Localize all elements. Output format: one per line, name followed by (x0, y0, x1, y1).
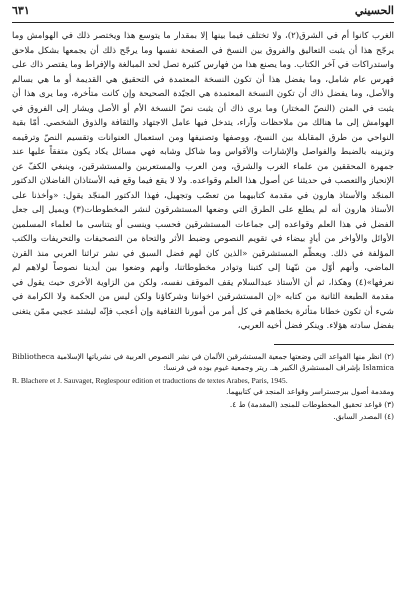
footnote-3: (٣) قواعد تحقيق المخطوطات للمنجد (المقدمة) ط ٤. (229, 399, 394, 409)
header-rule (12, 22, 394, 23)
footnote-4: (٤) المصدر السابق. (333, 412, 394, 421)
running-title: الحسيني (354, 4, 394, 17)
footnote-2: (٢) انظر منها القواعد التي وضعتها جمعية المستشرقين الألمان في نشر النصوص العربية في نشرياتها الإسلامية Bibliotheca Islamica بإشراف المستشرق الكبير هـ. ريتر وجمعية غيوم بوده في فرنسا: (12, 351, 394, 372)
page-header (12, 4, 394, 20)
footnote-2-continued: ومقدمة أصول ببرجستراسر وقواعد المنجد في كتابيهما. (226, 387, 394, 396)
body-paragraph: الغرب كانوا أم في الشرق(٢)، ولا تختلف فيما بينها إلا بمقدار ما يتوسع هذا ويختصر ذلك في الهوامش وما يرجّح هذا أن يثبت التعاليق والفروق بين النسخ في الصفحة نفسها وما يرجّح ذلك أن يجمعها بشكل ملاحق واستدراكات في آخر الكتاب. وما يصنع هذا من فهارس كثيرة تصل لحد المبالغة والإفراط وما يقتصر ذاك على فهرس عام شامل، وما يفضل هذا أن تكون النسخة المعتمدة في التحقيق هي القديمة أو ما هي بسالم والأصل، وما يفضل ذاك أن تكون النسخة المعتمدة هي الجيّدة الصحيحة وإن كانت متأخرة، وما يرى هذا أن يثبت في المتن (النصّ المختار) وما يرى ذاك أن يثبت نصّ النسخة الأم أو الأصل ويشار إلى الفروق في الهوامش إلى ما هنالك من ملاحظات وآراء، يتدخل فيها عامل الاجتهاد والثقافة والذوق الشخصي. أمّا بقية النواحي من طرق المقابلة بين النسخ، ووصفها وتصنيفها ومن استعمال العنوانات وتقسيم النصّ وترقيمه وتزيينه بالضبط والفواصل والإشارات والأقواس وما شاكل وشابه فهي مسائل يكاد يكون متفقاً عليها عند جمهرة المحققين من علماء الغرب والشرق، ومن العرب والمستعربين والمستشرقين، وينبغي الكفّ عن الإنحياز والتعصب في حديثنا عن أصول هذا العلم وقواعده. ولا لا يقع فيما وقع فيه الأستاذان الفاضلان الدكتور المنجّد والأستاذ هارون في مقدمة كتابيهما من تعصّب وتجهيل، فهذا الدكتور المنجّد يقول: «وأخذنا على الأستاذ هارون أنه لم يطلع على الطرق التي وضعها المستشرقون لنشر المخطوطات(٣) ويميل إلى جعل الفضل في هذا العلم وقواعده إلى جماعات المستشرقين فحسب وينسى أو يتناسى ما لعلماء المسلمين الأوائل والأواخر من أيادٍ بيضاء في تقويم النصوص وضبط الأثر والتحاة من التصحيفات والتحريفات والكتب المؤلفة في ذلك. ويعظّم المستشرقين «الذين كان لهم فضل السبق في نشر تراثنا العربي منذ القرن الماضي، وأنهم أوّل من نبّهنا إلى كتبنا وتوادر مخطوطاتنا، وأنهم وضعوا بين أيدينا نصوصاً لولاهم لم نعرفها»(٤) وهكذا، ثم أن الأستاذ عبدالسلام يقف الموقف نفسه، ولكن من الزاوية الأخرى حيث يقول في مقدمة الطبعة الثانية من كتابه «إن المستشرقين اخواننا وشركاؤنا ولكن ليس من الحكمة ولا الكرامة في شيء أن تكون خطانا متأثرة بخطاهم في كل أمر من أمورنا الثقافية وإن أعجب فإنّه ليشتد عجبي ممّن يتغنى بفضل سادته هؤلاء. وينكر فضل أخيه العربي، (12, 31, 394, 331)
footnote-rule (274, 344, 394, 345)
footnotes (12, 351, 394, 423)
body-text (12, 29, 394, 334)
document-page (12, 4, 394, 586)
page-number: ٦٣١ (12, 4, 30, 17)
footnote-latin-reference: R. Blachere et J. Sauvaget, Reglespour edition et traductions de textes Arabes, Paris, 1945. (12, 375, 288, 385)
